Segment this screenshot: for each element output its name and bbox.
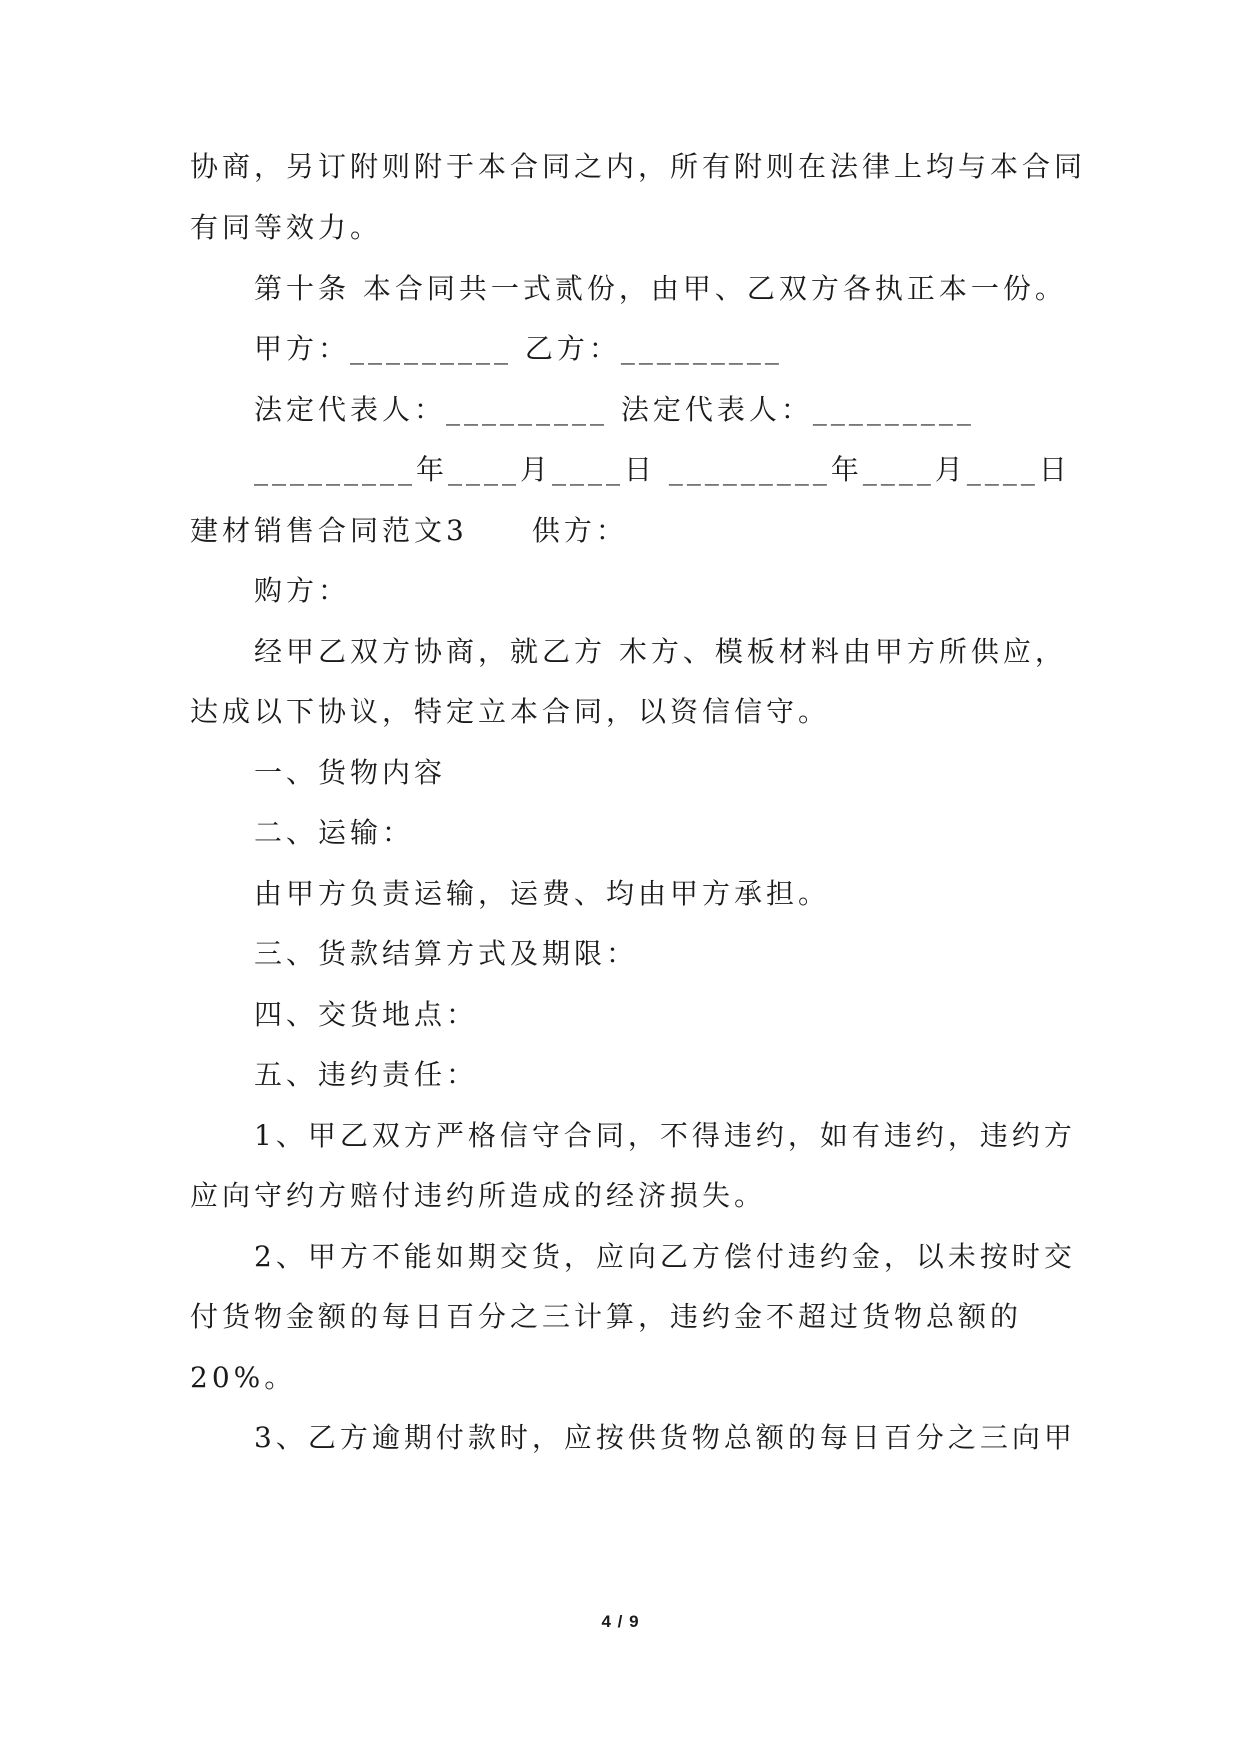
liability-item-2-line-2: 付货物金额的每日百分之三计算，违约金不超过货物总额的 <box>190 1300 1023 1333</box>
section-goods-content: 一、货物内容 <box>254 756 447 789</box>
liability-item-2-line-1: 2、甲方不能如期交货，应向乙方偿付违约金，以未按时交 <box>254 1240 1076 1273</box>
paragraph-line-2: 有同等效力。 <box>190 211 383 244</box>
paragraph-line-1: 协商，另订附则附于本合同之内，所有附则在法律上均与本合同 <box>190 150 1087 183</box>
liability-item-1-line-2: 应向守约方赔付违约所造成的经济损失。 <box>190 1179 767 1212</box>
signature-date-line: _________年____月____日 _________年____月____日 <box>254 453 1071 486</box>
section-liability: 五、违约责任： <box>254 1058 479 1091</box>
page-number: 4 / 9 <box>601 1612 640 1631</box>
liability-item-3-line-1: 3、乙方逾期付款时，应按供货物总额的每日百分之三向甲 <box>254 1421 1076 1454</box>
signature-party-line: 甲方：_________ 乙方：_________ <box>254 332 783 365</box>
purchaser-line: 购方： <box>254 574 351 607</box>
contract-heading-supplier: 建材销售合同范文3 供方： <box>190 514 628 547</box>
section-payment: 三、货款结算方式及期限： <box>254 937 639 970</box>
liability-item-1-line-1: 1、甲乙双方严格信守合同，不得违约，如有违约，违约方 <box>254 1119 1076 1152</box>
transport-detail: 由甲方负责运输，运费、均由甲方承担。 <box>254 877 831 910</box>
paragraph-agreement-1: 经甲乙双方协商，就乙方 木方、模板材料由甲方所供应， <box>254 635 1067 668</box>
article-ten: 第十条 本合同共一式贰份，由甲、乙双方各执正本一份。 <box>254 272 1067 305</box>
signature-representative-line: 法定代表人：_________ 法定代表人：_________ <box>254 393 975 426</box>
section-transport: 二、运输： <box>254 816 415 849</box>
liability-item-2-line-3: 20%。 <box>190 1361 297 1394</box>
section-delivery-location: 四、交货地点： <box>254 998 479 1031</box>
paragraph-agreement-2: 达成以下协议，特定立本合同，以资信信守。 <box>190 695 831 728</box>
